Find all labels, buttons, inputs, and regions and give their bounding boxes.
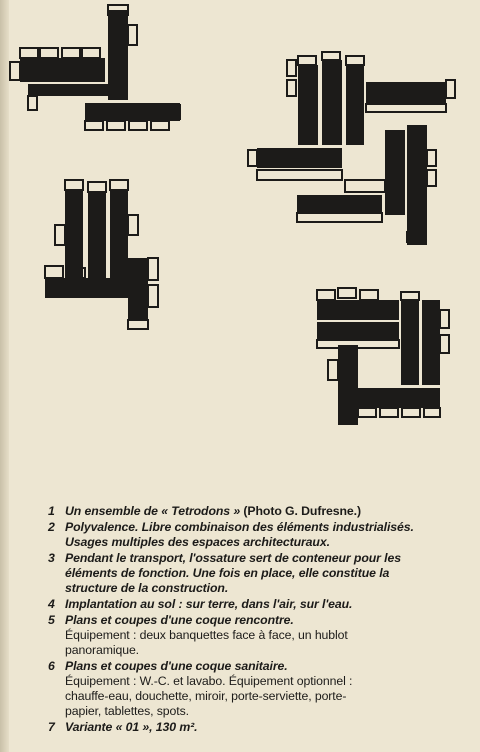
caption-text: éléments de fonction. Une fois en place, elle constitue la <box>65 566 390 580</box>
caption-text: Plans et coupes d'une coque sanitaire. <box>65 659 288 673</box>
caption-number: 6 <box>48 659 55 673</box>
caption-3 <box>48 551 468 596</box>
caption-number: 7 <box>48 720 55 734</box>
caption-6 <box>48 659 468 719</box>
caption-2 <box>48 520 468 550</box>
caption-detail: Équipement : deux banquettes face à face, un hublot <box>65 628 348 642</box>
caption-4 <box>48 597 468 612</box>
caption-text: Polyvalence. Libre combinaison des éléments industrialisés. <box>65 520 414 534</box>
caption-text: Implantation au sol : sur terre, dans l'air, sur l'eau. <box>65 597 353 611</box>
caption-number: 3 <box>48 551 55 565</box>
caption-7 <box>48 720 468 735</box>
photo-credit: (Photo G. Dufresne.) <box>240 504 361 518</box>
caption-detail: chauffe-eau, douchette, miroir, porte-serviette, porte- <box>65 689 347 703</box>
caption-text: Usages multiples des espaces architecturaux. <box>65 535 330 549</box>
caption-number: 5 <box>48 613 55 627</box>
caption-text: Variante « 01 », 130 m². <box>65 720 198 734</box>
caption-number: 2 <box>48 520 55 534</box>
plan-cluster-1 <box>10 5 180 130</box>
plan-cluster-3 <box>45 180 158 329</box>
caption-number: 4 <box>48 597 55 611</box>
caption-5 <box>48 613 468 658</box>
caption-text: Pendant le transport, l'ossature sert de conteneur pour les <box>65 551 401 565</box>
caption-1 <box>48 504 468 519</box>
figure-captions <box>48 504 468 736</box>
plan-cluster-2 <box>248 52 455 245</box>
plan-cluster-4 <box>317 288 449 425</box>
caption-text: Plans et coupes d'une coque rencontre. <box>65 613 294 627</box>
caption-detail: papier, tablettes, spots. <box>65 704 189 718</box>
caption-number: 1 <box>48 504 55 518</box>
caption-text: Un ensemble de « Tetrodons » <box>65 504 241 518</box>
caption-detail: panoramique. <box>65 643 139 657</box>
caption-detail: Équipement : W.-C. et lavabo. Équipement optionnel : <box>65 674 353 688</box>
caption-text: structure de la construction. <box>65 581 229 595</box>
